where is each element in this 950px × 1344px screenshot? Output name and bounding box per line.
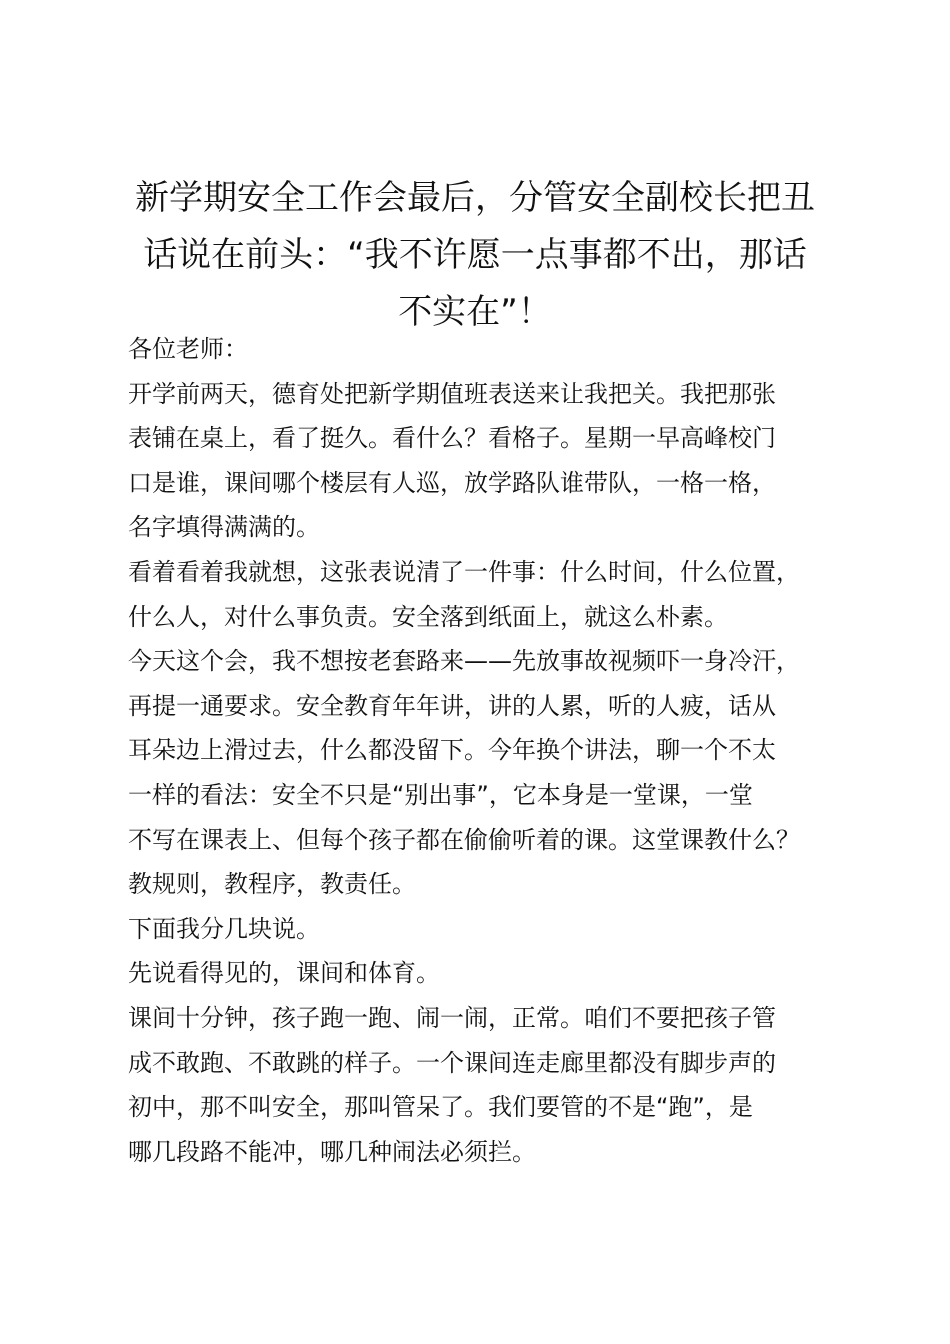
text-line: 口是谁，课间哪个楼层有人巡，放学路队谁带队，一格一格， — [128, 468, 776, 497]
text-line: 教规则，教程序，教责任。 — [128, 870, 416, 899]
text-line: 先说看得见的，课间和体育。 — [128, 959, 440, 988]
document-title — [100, 170, 850, 341]
text-line: 今天这个会，我不想按老套路来——先放事故视频吓一身冷汗， — [128, 647, 800, 676]
salutation — [128, 327, 858, 372]
section-intro — [128, 951, 858, 996]
text-line: 名字填得满满的。 — [128, 513, 320, 542]
title-line: 新学期安全工作会最后，分管安全副校长把丑 — [135, 178, 815, 218]
text-line: 开学前两天，德育处把新学期值班表送来让我把关。我把那张 — [128, 379, 776, 408]
text-line: 不写在课表上、但每个孩子都在偷偷听着的课。这堂课教什么？ — [128, 825, 800, 854]
title-line: 不实在”！ — [398, 292, 552, 332]
text-line: 下面我分几块说。 — [128, 914, 320, 943]
paragraph — [128, 996, 858, 1174]
text-line: 看着看着我就想，这张表说清了一件事：什么时间，什么位置， — [128, 557, 800, 586]
text-line: 初中，那不叫安全，那叫管呆了。我们要管的不是“跑”，是 — [128, 1093, 753, 1122]
text-line: 各位老师： — [128, 335, 248, 363]
paragraph — [128, 907, 858, 952]
text-line: 耳朵边上滑过去，什么都没留下。今年换个讲法，聊一个不太 — [128, 736, 776, 765]
text-line: 哪几段路不能冲，哪几种闹法必须拦。 — [128, 1137, 536, 1166]
text-line: 再提一通要求。安全教育年年讲，讲的人累，听的人疲，话从 — [128, 691, 776, 720]
document-body — [128, 327, 858, 1174]
text-line: 表铺在桌上，看了挺久。看什么？看格子。星期一早高峰校门 — [128, 424, 776, 453]
text-line: 课间十分钟，孩子跑一跑、闹一闹，正常。咱们不要把孩子管 — [128, 1003, 776, 1032]
text-line: 什么人，对什么事负责。安全落到纸面上，就这么朴素。 — [128, 602, 728, 631]
text-line: 一样的看法：安全不只是“别出事”，它本身是一堂课，一堂 — [128, 780, 753, 809]
paragraph — [128, 639, 858, 907]
title-line: 话说在前头：“我不许愿一点事都不出，那话 — [143, 235, 807, 275]
paragraph — [128, 550, 858, 639]
paragraph — [128, 372, 858, 550]
text-line: 成不敢跑、不敢跳的样子。一个课间连走廊里都没有脚步声的 — [128, 1048, 776, 1077]
